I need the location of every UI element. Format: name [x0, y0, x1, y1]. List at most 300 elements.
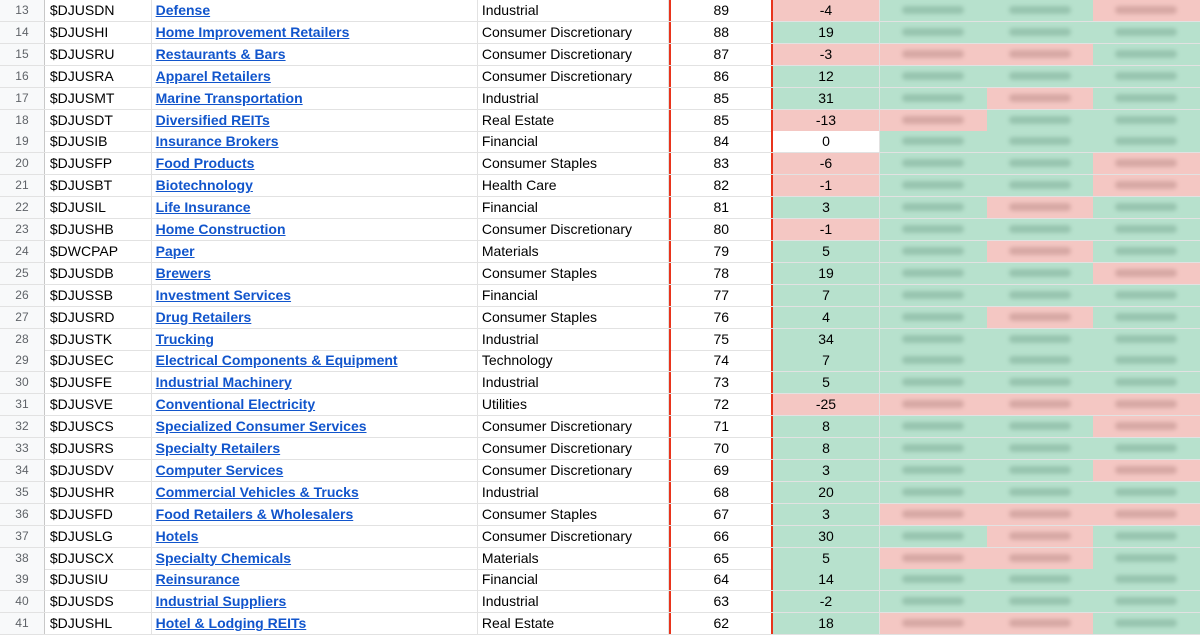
delta-cell[interactable]: 5	[773, 372, 880, 393]
score-cell[interactable]: 89	[669, 0, 773, 21]
redacted-cell[interactable]	[987, 350, 1094, 371]
delta-cell[interactable]: 34	[773, 329, 880, 350]
ticker-cell[interactable]: $DJUSHB	[45, 219, 152, 240]
ticker-cell[interactable]: $DJUSFD	[45, 504, 152, 525]
sector-cell[interactable]: Industrial	[478, 372, 670, 393]
row-header[interactable]: 21	[0, 175, 45, 196]
delta-cell[interactable]: 5	[773, 241, 880, 262]
score-cell[interactable]: 77	[669, 285, 773, 306]
industry-name-cell[interactable]	[152, 175, 478, 196]
sector-cell[interactable]: Consumer Discretionary	[478, 460, 670, 481]
sector-cell[interactable]: Industrial	[478, 482, 670, 503]
row-header[interactable]: 34	[0, 460, 45, 481]
redacted-cell[interactable]	[1093, 219, 1200, 240]
industry-name-cell[interactable]	[152, 110, 478, 131]
industry-name-cell[interactable]	[152, 153, 478, 174]
score-cell[interactable]: 75	[669, 329, 773, 350]
ticker-cell[interactable]: $DJUSIL	[45, 197, 152, 218]
ticker-cell[interactable]: $DJUSIU	[45, 569, 152, 590]
sector-cell[interactable]: Consumer Staples	[478, 263, 670, 284]
industry-link[interactable]: Life Insurance	[155, 199, 251, 216]
redacted-cell[interactable]	[1093, 416, 1200, 437]
redacted-cell[interactable]	[987, 394, 1094, 415]
sector-cell[interactable]: Utilities	[478, 394, 670, 415]
industry-name-cell[interactable]	[152, 526, 478, 547]
delta-cell[interactable]: -25	[773, 394, 880, 415]
ticker-cell[interactable]: $DJUSLG	[45, 526, 152, 547]
score-cell[interactable]: 86	[669, 66, 773, 87]
redacted-cell[interactable]	[880, 548, 987, 569]
redacted-cell[interactable]	[1093, 613, 1200, 634]
sector-cell[interactable]: Consumer Discretionary	[478, 416, 670, 437]
sector-cell[interactable]: Industrial	[478, 329, 670, 350]
redacted-cell[interactable]	[880, 219, 987, 240]
sector-cell[interactable]: Real Estate	[478, 613, 670, 634]
table-row	[0, 482, 1200, 504]
redacted-cell[interactable]	[987, 504, 1094, 525]
delta-cell[interactable]: 30	[773, 526, 880, 547]
redacted-cell[interactable]	[880, 307, 987, 328]
row-header[interactable]: 40	[0, 591, 45, 612]
ticker-cell[interactable]: $DJUSEC	[45, 350, 152, 371]
redacted-cell[interactable]	[987, 372, 1094, 393]
redacted-cell[interactable]	[880, 460, 987, 481]
redacted-cell[interactable]	[987, 66, 1094, 87]
score-cell[interactable]: 84	[669, 131, 773, 152]
row-header[interactable]: 37	[0, 526, 45, 547]
redacted-cell[interactable]	[987, 175, 1094, 196]
redacted-cell[interactable]	[880, 197, 987, 218]
score-cell[interactable]: 67	[669, 504, 773, 525]
sector-cell[interactable]: Industrial	[478, 591, 670, 612]
ticker-cell[interactable]: $DJUSCS	[45, 416, 152, 437]
sector-cell[interactable]: Materials	[478, 548, 670, 569]
score-cell[interactable]: 88	[669, 22, 773, 43]
redacted-cell[interactable]	[880, 263, 987, 284]
delta-cell[interactable]: 19	[773, 22, 880, 43]
redacted-cell[interactable]	[1093, 153, 1200, 174]
redacted-cell[interactable]	[987, 131, 1094, 152]
ticker-cell[interactable]: $DJUSHR	[45, 482, 152, 503]
redacted-cell[interactable]	[880, 241, 987, 262]
table-row	[0, 307, 1200, 329]
redacted-cell[interactable]	[987, 197, 1094, 218]
row-header[interactable]: 39	[0, 569, 45, 590]
industry-link[interactable]: Industrial Machinery	[155, 374, 292, 391]
industry-name-cell[interactable]	[152, 219, 478, 240]
row-header[interactable]: 20	[0, 153, 45, 174]
industry-link[interactable]: Hotel & Lodging REITs	[155, 615, 307, 632]
ticker-cell[interactable]: $DJUSHI	[45, 22, 152, 43]
industry-name-cell[interactable]	[152, 22, 478, 43]
industry-name-cell[interactable]	[152, 569, 478, 590]
redacted-cell[interactable]	[1093, 241, 1200, 262]
industry-link[interactable]: Restaurants & Bars	[155, 45, 286, 62]
redacted-cell[interactable]	[880, 350, 987, 371]
delta-cell[interactable]: -2	[773, 591, 880, 612]
delta-cell[interactable]: 3	[773, 504, 880, 525]
score-cell[interactable]: 66	[669, 526, 773, 547]
sector-cell[interactable]: Financial	[478, 197, 670, 218]
industry-link[interactable]: Defense	[155, 2, 211, 18]
industry-name-cell[interactable]	[152, 394, 478, 415]
delta-cell[interactable]: -4	[773, 0, 880, 21]
redacted-cell[interactable]	[1093, 569, 1200, 590]
score-cell[interactable]: 73	[669, 372, 773, 393]
redacted-cell[interactable]	[987, 88, 1094, 109]
delta-cell[interactable]: -3	[773, 44, 880, 65]
score-cell[interactable]: 82	[669, 175, 773, 196]
redacted-cell[interactable]	[987, 44, 1094, 65]
row-header[interactable]: 36	[0, 504, 45, 525]
redacted-cell[interactable]	[987, 263, 1094, 284]
score-cell[interactable]: 62	[669, 613, 773, 634]
redacted-cell[interactable]	[987, 307, 1094, 328]
sector-cell[interactable]: Health Care	[478, 175, 670, 196]
sector-cell[interactable]: Consumer Staples	[478, 307, 670, 328]
redacted-cell[interactable]	[1093, 372, 1200, 393]
redacted-cell[interactable]	[880, 438, 987, 459]
industry-name-cell[interactable]	[152, 372, 478, 393]
row-header[interactable]: 29	[0, 350, 45, 371]
delta-cell[interactable]: 0	[773, 131, 880, 152]
industry-name-cell[interactable]	[152, 66, 478, 87]
industry-link[interactable]: Food Products	[155, 155, 255, 172]
redacted-cell[interactable]	[880, 44, 987, 65]
redacted-cell[interactable]	[1093, 22, 1200, 43]
row-header[interactable]: 32	[0, 416, 45, 437]
industry-name-cell[interactable]	[152, 482, 478, 503]
redacted-cell[interactable]	[987, 460, 1094, 481]
industry-link[interactable]: Biotechnology	[155, 177, 253, 194]
redacted-cell[interactable]	[1093, 285, 1200, 306]
sector-cell[interactable]: Financial	[478, 569, 670, 590]
blurred-value	[1009, 225, 1071, 233]
industry-link[interactable]: Electrical Components & Equipment	[155, 352, 398, 369]
industry-name-cell[interactable]	[152, 263, 478, 284]
row-header[interactable]: 26	[0, 285, 45, 306]
blurred-value	[1009, 597, 1071, 605]
score-cell[interactable]: 63	[669, 591, 773, 612]
score-cell[interactable]: 76	[669, 307, 773, 328]
industry-name-cell[interactable]	[152, 329, 478, 350]
redacted-cell[interactable]	[1093, 0, 1200, 21]
sector-cell[interactable]: Real Estate	[478, 110, 670, 131]
redacted-cell[interactable]	[880, 66, 987, 87]
ticker-cell[interactable]: $DJUSDS	[45, 591, 152, 612]
redacted-cell[interactable]	[1093, 438, 1200, 459]
ticker-cell[interactable]: $DJUSRS	[45, 438, 152, 459]
delta-cell[interactable]: 31	[773, 88, 880, 109]
ticker-cell[interactable]: $DWCPAP	[45, 241, 152, 262]
redacted-cell[interactable]	[987, 110, 1094, 131]
redacted-cell[interactable]	[1093, 460, 1200, 481]
blurred-value	[1009, 378, 1071, 386]
redacted-cell[interactable]	[880, 285, 987, 306]
industry-link[interactable]: Specialty Retailers	[155, 440, 281, 456]
redacted-cell[interactable]	[987, 241, 1094, 262]
redacted-cell[interactable]	[1093, 526, 1200, 547]
redacted-cell[interactable]	[880, 591, 987, 612]
redacted-cell[interactable]	[987, 22, 1094, 43]
redacted-cell[interactable]	[880, 482, 987, 503]
row-header[interactable]: 13	[0, 0, 45, 21]
delta-cell[interactable]: 19	[773, 263, 880, 284]
sector-cell[interactable]: Consumer Discretionary	[478, 219, 670, 240]
industry-link[interactable]: Industrial Suppliers	[155, 593, 287, 610]
redacted-cell[interactable]	[987, 613, 1094, 634]
redacted-cell[interactable]	[1093, 197, 1200, 218]
sector-cell[interactable]: Consumer Staples	[478, 153, 670, 174]
redacted-cell[interactable]	[987, 548, 1094, 569]
sector-cell[interactable]: Consumer Discretionary	[478, 438, 670, 459]
redacted-cell[interactable]	[880, 0, 987, 21]
redacted-cell[interactable]	[987, 526, 1094, 547]
score-cell[interactable]: 83	[669, 153, 773, 174]
industry-link[interactable]: Specialized Consumer Services	[155, 418, 367, 435]
ticker-cell[interactable]: $DJUSMT	[45, 88, 152, 109]
row-header[interactable]: 22	[0, 197, 45, 218]
delta-cell[interactable]: 4	[773, 307, 880, 328]
redacted-cell[interactable]	[1093, 504, 1200, 525]
delta-cell[interactable]: 14	[773, 569, 880, 590]
score-cell[interactable]: 81	[669, 197, 773, 218]
redacted-cell[interactable]	[880, 22, 987, 43]
industry-name-cell[interactable]	[152, 504, 478, 525]
ticker-cell[interactable]: $DJUSCX	[45, 548, 152, 569]
redacted-cell[interactable]	[880, 175, 987, 196]
redacted-cell[interactable]	[987, 591, 1094, 612]
score-cell[interactable]: 69	[669, 460, 773, 481]
industry-link[interactable]: Hotels	[155, 527, 199, 544]
sector-cell[interactable]: Financial	[478, 131, 670, 152]
industry-link[interactable]: Drug Retailers	[155, 308, 252, 325]
redacted-cell[interactable]	[1093, 329, 1200, 350]
sector-cell[interactable]: Consumer Staples	[478, 504, 670, 525]
redacted-cell[interactable]	[987, 482, 1094, 503]
redacted-cell[interactable]	[987, 416, 1094, 437]
ticker-cell[interactable]: $DJUSRD	[45, 307, 152, 328]
ticker-cell[interactable]: $DJUSBT	[45, 175, 152, 196]
blurred-value	[1115, 532, 1177, 540]
row-header[interactable]: 38	[0, 548, 45, 569]
industry-link[interactable]: Investment Services	[155, 286, 292, 303]
sector-cell[interactable]: Consumer Discretionary	[478, 526, 670, 547]
score-cell[interactable]: 78	[669, 263, 773, 284]
redacted-cell[interactable]	[880, 88, 987, 109]
ticker-cell[interactable]: $DJUSDT	[45, 110, 152, 131]
row-header[interactable]: 27	[0, 307, 45, 328]
redacted-cell[interactable]	[880, 416, 987, 437]
row-header[interactable]: 18	[0, 110, 45, 131]
industry-link[interactable]: Trucking	[155, 330, 214, 347]
score-cell[interactable]: 71	[669, 416, 773, 437]
delta-cell[interactable]: -1	[773, 175, 880, 196]
score-cell[interactable]: 79	[669, 241, 773, 262]
delta-cell[interactable]: -6	[773, 153, 880, 174]
redacted-cell[interactable]	[880, 110, 987, 131]
redacted-cell[interactable]	[987, 153, 1094, 174]
sector-cell[interactable]: Industrial	[478, 0, 670, 21]
row-header[interactable]: 16	[0, 66, 45, 87]
redacted-cell[interactable]	[987, 438, 1094, 459]
redacted-cell[interactable]	[987, 329, 1094, 350]
sector-cell[interactable]: Consumer Discretionary	[478, 66, 670, 87]
delta-cell[interactable]: 8	[773, 438, 880, 459]
redacted-cell[interactable]	[880, 613, 987, 634]
score-cell[interactable]: 68	[669, 482, 773, 503]
score-cell[interactable]: 65	[669, 548, 773, 569]
ticker-cell[interactable]: $DJUSDV	[45, 460, 152, 481]
redacted-cell[interactable]	[1093, 350, 1200, 371]
score-cell[interactable]: 87	[669, 44, 773, 65]
industry-link[interactable]: Home Construction	[155, 221, 286, 237]
redacted-cell[interactable]	[880, 372, 987, 393]
row-header[interactable]: 35	[0, 482, 45, 503]
ticker-cell[interactable]: $DJUSDB	[45, 263, 152, 284]
industry-name-cell[interactable]	[152, 0, 478, 21]
delta-cell[interactable]: 7	[773, 350, 880, 371]
score-cell[interactable]: 85	[669, 110, 773, 131]
ticker-cell[interactable]: $DJUSRU	[45, 44, 152, 65]
redacted-cell[interactable]	[1093, 263, 1200, 284]
row-header[interactable]: 24	[0, 241, 45, 262]
ticker-cell[interactable]: $DJUSRA	[45, 66, 152, 87]
sector-cell[interactable]: Technology	[478, 350, 670, 371]
row-header[interactable]: 31	[0, 394, 45, 415]
industry-name-cell[interactable]	[152, 88, 478, 109]
redacted-cell[interactable]	[987, 285, 1094, 306]
industry-link[interactable]: Computer Services	[155, 461, 284, 478]
score-cell[interactable]: 80	[669, 219, 773, 240]
industry-name-cell[interactable]	[152, 416, 478, 437]
delta-cell[interactable]: -1	[773, 219, 880, 240]
industry-link[interactable]: Reinsurance	[155, 571, 240, 588]
redacted-cell[interactable]	[1093, 131, 1200, 152]
redacted-cell[interactable]	[987, 569, 1094, 590]
industry-link[interactable]: Marine Transportation	[155, 89, 303, 106]
sector-cell[interactable]: Materials	[478, 241, 670, 262]
sector-cell[interactable]: Industrial	[478, 88, 670, 109]
score-cell[interactable]: 72	[669, 394, 773, 415]
delta-cell[interactable]: -13	[773, 110, 880, 131]
industry-name-cell[interactable]	[152, 285, 478, 306]
delta-cell[interactable]: 3	[773, 197, 880, 218]
redacted-cell[interactable]	[880, 526, 987, 547]
industry-link[interactable]: Insurance Brokers	[155, 133, 279, 150]
ticker-cell[interactable]: $DJUSVE	[45, 394, 152, 415]
industry-name-cell[interactable]	[152, 613, 478, 634]
row-header[interactable]: 33	[0, 438, 45, 459]
row-header[interactable]: 17	[0, 88, 45, 109]
industry-link[interactable]: Specialty Chemicals	[155, 549, 292, 566]
score-cell[interactable]: 85	[669, 88, 773, 109]
blurred-value	[1115, 116, 1177, 124]
blurred-value	[902, 203, 964, 211]
delta-cell[interactable]: 20	[773, 482, 880, 503]
redacted-cell[interactable]	[1093, 307, 1200, 328]
ticker-cell[interactable]: $DJUSSB	[45, 285, 152, 306]
industry-name-cell[interactable]	[152, 197, 478, 218]
row-header[interactable]: 23	[0, 219, 45, 240]
redacted-cell[interactable]	[1093, 110, 1200, 131]
industry-name-cell[interactable]	[152, 241, 478, 262]
industry-link[interactable]: Food Retailers & Wholesalers	[155, 505, 354, 522]
row-header[interactable]: 19	[0, 131, 45, 152]
ticker-cell[interactable]: $DJUSDN	[45, 0, 152, 21]
industry-name-cell[interactable]	[152, 131, 478, 152]
industry-name-cell[interactable]	[152, 44, 478, 65]
redacted-cell[interactable]	[987, 219, 1094, 240]
delta-cell[interactable]: 7	[773, 285, 880, 306]
redacted-cell[interactable]	[1093, 44, 1200, 65]
industry-link[interactable]: Brewers	[155, 264, 211, 281]
industry-name-cell[interactable]	[152, 438, 478, 459]
row-header[interactable]: 25	[0, 263, 45, 284]
row-header[interactable]: 30	[0, 372, 45, 393]
redacted-cell[interactable]	[1093, 66, 1200, 87]
ticker-cell[interactable]: $DJUSIB	[45, 131, 152, 152]
score-cell[interactable]: 70	[669, 438, 773, 459]
redacted-cell[interactable]	[1093, 175, 1200, 196]
redacted-cell[interactable]	[1093, 591, 1200, 612]
ticker-cell[interactable]: $DJUSHL	[45, 613, 152, 634]
delta-cell[interactable]: 3	[773, 460, 880, 481]
ticker-cell[interactable]: $DJUSFP	[45, 153, 152, 174]
sector-cell[interactable]: Financial	[478, 285, 670, 306]
industry-link[interactable]: Conventional Electricity	[155, 396, 316, 413]
sector-cell[interactable]: Consumer Discretionary	[478, 44, 670, 65]
sector-cell[interactable]: Consumer Discretionary	[478, 22, 670, 43]
redacted-cell[interactable]	[880, 569, 987, 590]
industry-link[interactable]: Diversified REITs	[155, 111, 270, 128]
delta-cell[interactable]: 12	[773, 66, 880, 87]
industry-link[interactable]: Paper	[155, 242, 195, 259]
row-header[interactable]: 41	[0, 613, 45, 634]
industry-name-cell[interactable]	[152, 307, 478, 328]
industry-link[interactable]: Commercial Vehicles & Trucks	[155, 483, 359, 500]
redacted-cell[interactable]	[1093, 548, 1200, 569]
ticker-cell[interactable]: $DJUSFE	[45, 372, 152, 393]
redacted-cell[interactable]	[1093, 394, 1200, 415]
row-header[interactable]: 15	[0, 44, 45, 65]
industry-link[interactable]: Home Improvement Retailers	[155, 23, 350, 40]
blurred-value	[902, 532, 964, 540]
industry-name-cell[interactable]	[152, 548, 478, 569]
ticker-cell[interactable]: $DJUSTK	[45, 329, 152, 350]
industry-name-cell[interactable]	[152, 350, 478, 371]
delta-cell[interactable]: 5	[773, 548, 880, 569]
redacted-cell[interactable]	[880, 394, 987, 415]
redacted-cell[interactable]	[880, 504, 987, 525]
score-cell[interactable]: 64	[669, 569, 773, 590]
industry-name-cell[interactable]	[152, 591, 478, 612]
delta-cell[interactable]: 8	[773, 416, 880, 437]
redacted-cell[interactable]	[880, 131, 987, 152]
redacted-cell[interactable]	[880, 329, 987, 350]
row-header[interactable]: 14	[0, 22, 45, 43]
delta-cell[interactable]: 18	[773, 613, 880, 634]
redacted-cell[interactable]	[987, 0, 1094, 21]
industry-link[interactable]: Apparel Retailers	[155, 67, 271, 84]
redacted-cell[interactable]	[1093, 88, 1200, 109]
blurred-value	[1115, 181, 1177, 189]
industry-name-cell[interactable]	[152, 460, 478, 481]
redacted-cell[interactable]	[1093, 482, 1200, 503]
row-header[interactable]: 28	[0, 329, 45, 350]
redacted-cell[interactable]	[880, 153, 987, 174]
score-cell[interactable]: 74	[669, 350, 773, 371]
